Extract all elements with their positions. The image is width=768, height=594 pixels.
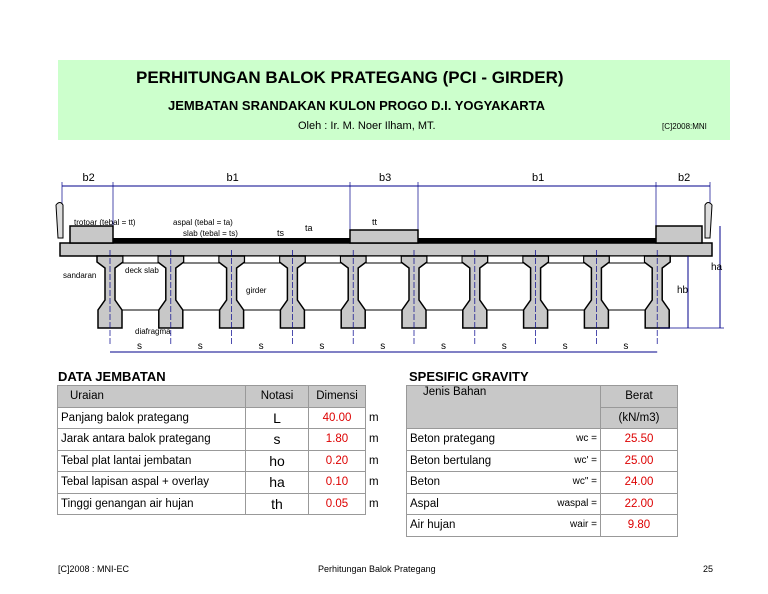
- unit: m: [369, 411, 379, 424]
- notasi: th: [246, 493, 309, 515]
- berat-value: 22.00: [601, 493, 678, 515]
- diafragma-label: diafragma: [135, 327, 171, 336]
- ha-label: ha: [711, 262, 723, 273]
- table-row: [407, 429, 678, 451]
- dim-label: b2: [678, 172, 691, 184]
- gravity-table: [406, 385, 678, 537]
- table-row: [407, 472, 678, 494]
- berat-value: 9.80: [601, 515, 678, 537]
- berat-value: 25.50: [601, 429, 678, 451]
- col-jenis-bahan: Jenis Bahan: [407, 386, 601, 429]
- uraian: Panjang balok prategang: [58, 407, 246, 429]
- ta-label: ta: [305, 223, 313, 233]
- dimensi-value: 40.00: [309, 407, 366, 429]
- trotoar: [656, 226, 702, 243]
- symbol: wair =: [570, 519, 597, 531]
- gravity-title: SPESIFIC GRAVITY: [409, 369, 529, 384]
- table-row: [58, 450, 385, 472]
- unit: m: [369, 454, 379, 467]
- col-dimensi: Dimensi: [309, 386, 366, 408]
- unit: m: [369, 476, 379, 489]
- dimensi-value: 0.05: [309, 493, 366, 515]
- trotoar: [350, 230, 418, 243]
- dim-label: b2: [82, 172, 95, 184]
- notasi: ho: [246, 450, 309, 472]
- symbol: wc' =: [574, 454, 597, 466]
- footer-left: [C]2008 : MNI-EC: [58, 564, 130, 574]
- copyright-code: [C]2008:MNI: [662, 122, 707, 131]
- notasi: ha: [246, 472, 309, 494]
- spacing-label: s: [258, 341, 264, 352]
- footer-center: Perhitungan Balok Prategang: [318, 564, 436, 574]
- col-berat-unit: (kN/m3): [601, 407, 678, 429]
- col-notasi: Notasi: [246, 386, 309, 408]
- spacing-label: s: [441, 341, 446, 352]
- spacing-label: s: [501, 341, 507, 352]
- table-row: [58, 407, 385, 429]
- spacing-label: s: [137, 341, 142, 352]
- spacing-label: s: [623, 341, 629, 352]
- dim-label: b1: [226, 172, 239, 184]
- bahan: Air hujan: [410, 519, 456, 532]
- dim-label: b3: [379, 172, 392, 184]
- uraian: Tebal plat lantai jembatan: [58, 450, 246, 472]
- spacing-label: s: [319, 341, 325, 352]
- girder-label: girder: [246, 286, 267, 295]
- bahan: Beton: [410, 476, 441, 489]
- notasi: L: [246, 407, 309, 429]
- trotoar: [70, 226, 113, 243]
- dim-label: b1: [532, 172, 545, 184]
- data-jembatan-title: DATA JEMBATAN: [58, 369, 166, 384]
- trotoar-label: trotoar (tebal = tt): [74, 218, 136, 227]
- table-row: [407, 515, 678, 537]
- deck-slab-label: deck slab: [125, 266, 159, 275]
- dimensi-value: 1.80: [309, 429, 366, 451]
- unit: m: [369, 433, 379, 446]
- bahan: Beton bertulang: [410, 454, 492, 467]
- bahan: Beton prategang: [410, 433, 496, 446]
- table-row: [58, 493, 385, 515]
- symbol: waspal =: [557, 497, 597, 509]
- tt-label: tt: [372, 217, 378, 227]
- notasi: s: [246, 429, 309, 451]
- spacing-label: s: [562, 341, 568, 352]
- aspal-label: aspal (tebal = ta): [173, 218, 233, 227]
- symbol: wc =: [576, 433, 597, 445]
- berat-value: 25.00: [601, 450, 678, 472]
- uraian: Jarak antara balok prategang: [58, 429, 246, 451]
- page-subtitle: JEMBATAN SRANDAKAN KULON PROGO D.I. YOGYAKARTA: [168, 98, 546, 113]
- col-uraian: Uraian: [58, 386, 246, 408]
- author: Oleh : Ir. M. Noer Ilham, MT.: [298, 120, 436, 132]
- hb-label: hb: [677, 285, 689, 296]
- table-row: [407, 450, 678, 472]
- data-jembatan-table: [57, 385, 385, 515]
- spacing-label: s: [380, 341, 386, 352]
- table-row: [407, 493, 678, 515]
- berat-value: 24.00: [601, 472, 678, 494]
- col-berat: Berat: [601, 386, 678, 408]
- uraian: Tinggi genangan air hujan: [58, 493, 246, 515]
- spacing-label: s: [197, 341, 203, 352]
- page-number: 25: [703, 564, 714, 574]
- dimensi-value: 0.20: [309, 450, 366, 472]
- bahan: Aspal: [410, 497, 439, 510]
- table-row: [58, 472, 385, 494]
- unit: m: [369, 497, 379, 510]
- ts-label: ts: [277, 228, 285, 238]
- sandaran-label: sandaran: [63, 271, 97, 280]
- symbol: wc" =: [572, 476, 597, 488]
- dimensi-value: 0.10: [309, 472, 366, 494]
- uraian: Tebal lapisan aspal + overlay: [58, 472, 246, 494]
- table-row: [58, 429, 385, 451]
- page-title: PERHITUNGAN BALOK PRATEGANG (PCI - GIRDER): [136, 68, 564, 87]
- slab-label: slab (tebal = ts): [183, 229, 238, 238]
